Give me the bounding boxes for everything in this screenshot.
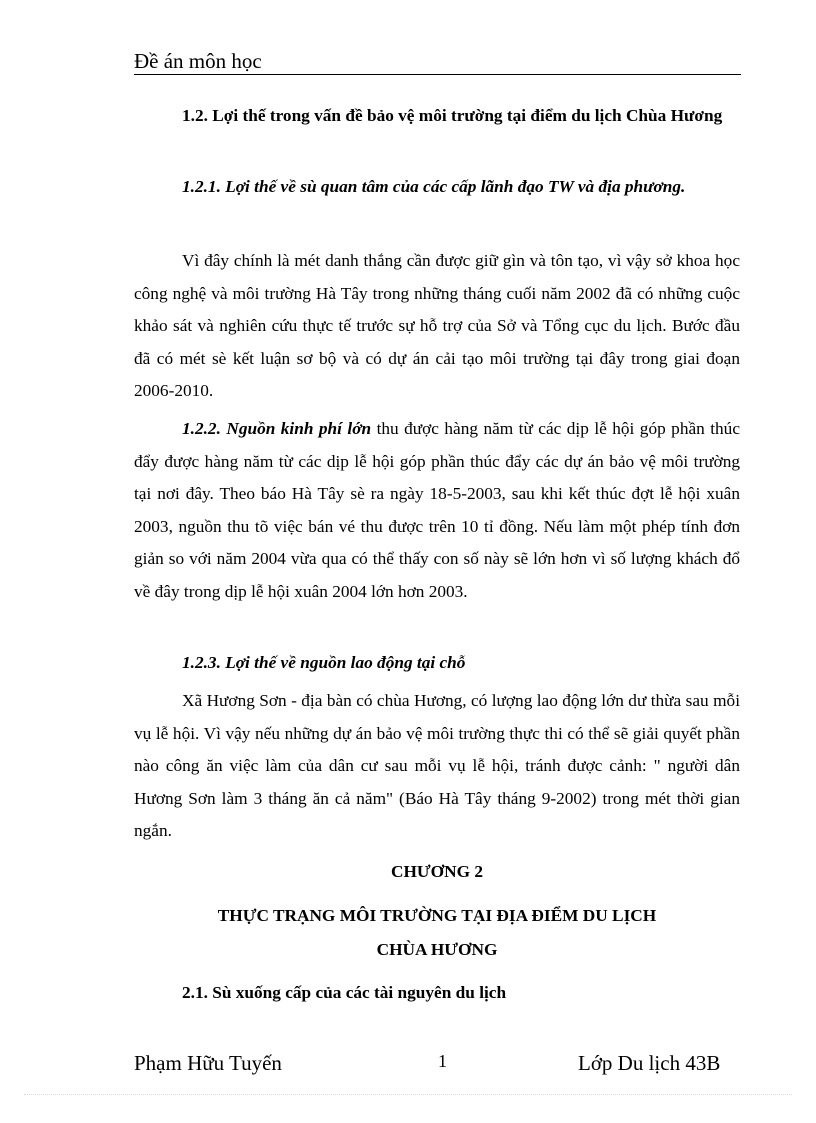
section-1-2-heading: 1.2. Lợi thế trong vấn đề bảo vệ môi trường tại điểm du lịch Chùa Hương xyxy=(182,106,723,125)
section-2-1-heading: 2.1. Sù xuống cấp của các tài nguyên du lịch xyxy=(182,983,507,1002)
section-1-2-2-paragraph xyxy=(134,413,740,608)
footer-class-name: Lớp Du lịch 43B xyxy=(578,1051,721,1075)
page-edge-divider xyxy=(24,1094,792,1095)
section-1-2-2-body: thu được hàng năm từ các dịp lễ hội góp phần thúc đẩy được hàng năm từ các dịp lễ hội góp phần thúc đẩy các dự án bảo vệ môi trường tại nơi đây. Theo báo Hà Tây sè ra ngày 18-5-2003, sau khi kết thúc đợt lễ hội xuân 2003, nguồn thu tõ việc bán vé thu được trên 10 tỉ đồng. Nếu làm một phép tính đơn giản so với năm 2004 vừa qua có thể thấy con số này sẽ lớn hơn vì số lượng khách đổ về đây trong dịp lễ hội xuân 2004 lớn hơn 2003. xyxy=(134,419,740,601)
page-header xyxy=(134,48,741,75)
header-title: Đề án môn học xyxy=(134,49,262,73)
footer-author: Phạm Hữu Tuyến xyxy=(134,1051,282,1075)
section-1-2-2-lead: 1.2.2. Nguồn kinh phí lớn xyxy=(182,419,372,438)
section-1-2-3-heading: 1.2.3. Lợi thế về nguồn lao động tại chỗ xyxy=(182,653,466,672)
section-1-2-3-paragraph: Xã Hương Sơn - địa bàn có chùa Hương, có lượng lao động lớn dư thừa sau mỗi vụ lễ hội. Vì vậy nếu những dự án bảo vệ môi trường thực thi có thể sẽ giải quyết phần nào công ăn việc làm của dân cư sau mỗi vụ lễ hội, tránh được cảnh: " người dân Hương Sơn làm 3 tháng ăn cả năm" (Báo Hà Tây tháng 9-2002) trong mét thời gian ngắn. xyxy=(134,691,740,840)
chapter-title xyxy=(134,899,740,967)
footer-page-number: 1 xyxy=(438,1051,447,1071)
section-1-2-1-heading: 1.2.1. Lợi thế về sù quan tâm của các cấp lãnh đạo TW và địa phương. xyxy=(182,177,686,196)
chapter-title-line-2: CHÙA HƯƠNG xyxy=(376,940,498,959)
section-1-2-1-paragraph: Vì đây chính là mét danh thắng cần được giữ gìn và tôn tạo, vì vậy sở khoa học công nghệ và môi trường Hà Tây trong những tháng cuối năm 2002 đã có những cuộc khảo sát và nghiên cứu thực tế trước sự hỗ trợ của Sở và Tổng cục du lịch. Bước đầu đã có mét sè kết luận sơ bộ và có dự án cải tạo môi trường tại đây trong giai đoạn 2006-2010. xyxy=(134,251,740,400)
chapter-label: CHƯƠNG 2 xyxy=(390,862,483,881)
chapter-title-line-1: THỰC TRẠNG MÔI TRƯỜNG TẠI ĐỊA ĐIỂM DU LỊCH xyxy=(217,906,657,925)
